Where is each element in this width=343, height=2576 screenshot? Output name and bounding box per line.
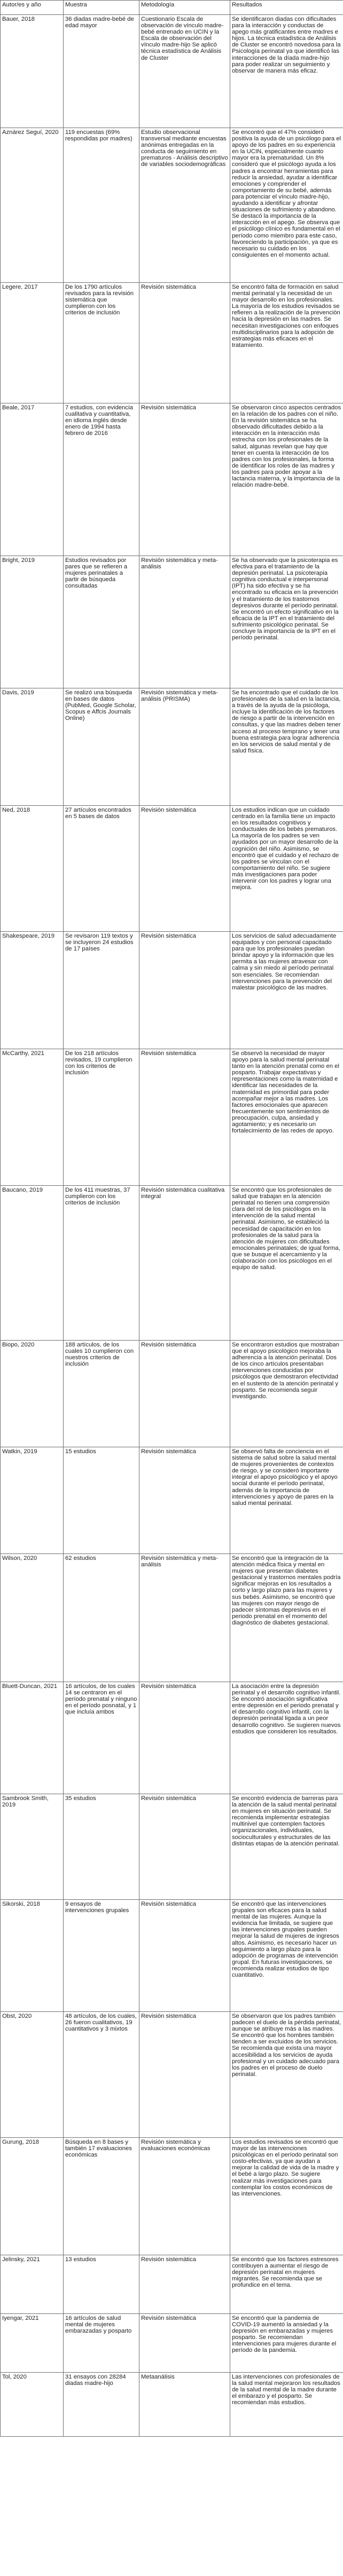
cell-results: Se encontró que los profesionales de salud que trabajan en la atención perinatal no tienen una comprensión clara del rol de los psicólogos en la intervención de la salud mental perinatal. Asimismo, se estableció la necesidad de capacitación en los profesionales de la salud para la atención de mujeres con dificultades emocionales perinatales; de igual forma, que se busque el acercamiento y la colaboración con los psicólogos en el equipo de salud. xyxy=(230,1186,343,1341)
cell-sample: 35 estudios xyxy=(64,1794,139,1900)
cell-methodology: Estudio observacional transversal mediante encuestas anónimas entregadas en la conducta de seguimiento en prematuros - Análisis descriptivo de variables sociodemográficas xyxy=(139,128,230,283)
cell-results: Se encontraron estudios que mostraban que el apoyo psicológico mejoraba la adherencia a la atención perinatal. Dos de los cinco artículos presentaban intervenciones conducidas por psicólogos que demostraron efectividad en el sustento de la atención perinatal y posparto. Se recomienda seguir investigando. xyxy=(230,1341,343,1447)
cell-author: Legere, 2017 xyxy=(1,283,64,403)
table-row xyxy=(1,15,343,128)
cell-author: McCarthy, 2021 xyxy=(1,1049,64,1186)
cell-methodology: Revisión sistemática y meta-análisis xyxy=(139,556,230,688)
table-row xyxy=(1,1682,343,1794)
cell-author: Bright, 2019 xyxy=(1,556,64,688)
cell-results: Los estudios revisados se encontró que mayor de las intervenciones psicológicas en el período perinatal son costo-efectivas, ya que ayudan a mejorar la calidad de vida de la madre y el bebé a largo plazo. Se sugiere realizar más investigaciones para contemplar los costos económicos de las intervenciones. xyxy=(230,2138,343,2255)
cell-results: Los servicios de salud adecuadamente equipados y con personal capacitado para que los profesionales puedan brindar apoyo y la información que les permita a las mujeres atravesar con calma y sin miedo al período perinatal son esenciales. Se recomiendan intervenciones para la prevención del malestar psicológico de las madres. xyxy=(230,932,343,1049)
cell-results: Se encontró que la pandemia de COVID-19 aumentó la ansiedad y la depresión en embarazadas y mujeres posparto. Se recomiendan intervenciones para mujeres durante el período de la pandemia. xyxy=(230,2314,343,2373)
header-author: Autor/es y año xyxy=(1,1,64,15)
table-row xyxy=(1,403,343,556)
cell-methodology: Revisión sistemática xyxy=(139,1682,230,1794)
table-row xyxy=(1,2373,343,2437)
cell-author: Bluett-Duncan, 2021 xyxy=(1,1682,64,1794)
cell-sample: 16 artículos de salud mental de mujeres embarazadas y posparto xyxy=(64,2314,139,2373)
cell-author: Wilson, 2020 xyxy=(1,1554,64,1682)
cell-methodology: Revisión sistemática xyxy=(139,1341,230,1447)
cell-methodology: Revisión sistemática xyxy=(139,932,230,1049)
cell-sample: Búsqueda en 8 bases y también 17 evaluaciones económicas xyxy=(64,2138,139,2255)
cell-author: Sikorski, 2018 xyxy=(1,1900,64,2012)
cell-methodology: Revisión sistemática xyxy=(139,1049,230,1186)
cell-results: Se encontró que la integración de la atención médica física y mental en mujeres que presentan diabetes gestacional y trastornos mentales podría significar mejoras en los resultados a corto y largo plazo para las mujeres y sus bebés. Asimismo, se encontró que las mujeres con mayor riesgo de padecer síntomas depresivos en el periodo prenatal en el momento del diagnóstico de diabetes gestacional. xyxy=(230,1554,343,1682)
cell-results: Los estudios indican que un cuidado centrado en la familia tiene un impacto en los resultados cognitivos y conductuales de los bebés prematuros. La mayoría de los padres se ven ayudados por un mayor desarrollo de la cognición del niño. Asimismo, se encontró que el cuidado y el rechazo de los padres se vinculan con el comportamiento del niño. Se sugiere más investigaciones para poder intervenir con los padres y lograr una mejora. xyxy=(230,806,343,932)
cell-results: Se observaron que los padres también padecen el duelo de la pérdida perinatal, aunque se atribuye más a las madres. Se encontró que los hombres también tienden a ser excluidos de los servicios. Se recomienda que exista una mayor accesibilidad a los servicios de ayuda profesional y un cuidado adecuado para los padres en el proceso de duelo perinatal. xyxy=(230,2012,343,2138)
cell-author: Shakespeare, 2019 xyxy=(1,932,64,1049)
table-row xyxy=(1,932,343,1049)
cell-author: Jelinsky, 2021 xyxy=(1,2255,64,2314)
cell-sample: De los 218 artículos revisados, 19 cumplieron con los criterios de inclusión xyxy=(64,1049,139,1186)
cell-methodology: Revisión sistemática xyxy=(139,403,230,556)
cell-sample: 16 artículos, de los cuales 14 se centraron en el período prenatal y ninguno en el período posnatal, y 1 que incluía ambos xyxy=(64,1682,139,1794)
cell-author: Bauer, 2018 xyxy=(1,15,64,128)
table-row xyxy=(1,1794,343,1900)
header-results: Resultados xyxy=(230,1,343,15)
cell-methodology: Revisión sistemática y meta-análisis xyxy=(139,1554,230,1682)
table-row xyxy=(1,2138,343,2255)
cell-results: Se encontró falta de formación en salud mental perinatal y la necesidad de un mayor desarrollo en los profesionales. La mayoría de los estudios revisados se refieren a la realización de la prevención hacia la depresión en las madres. Se necesitan investigaciones con enfoques multidisciplinarios para la adopción de estrategias más eficaces en el tratamiento. xyxy=(230,283,343,403)
cell-methodology: Revisión sistemática xyxy=(139,2314,230,2373)
cell-methodology: Revisión sistemática y meta-análisis (PRISMA) xyxy=(139,688,230,806)
cell-sample: 62 estudios xyxy=(64,1554,139,1682)
header-row xyxy=(1,1,343,15)
cell-results: Se ha observado que la psicoterapia es efectiva para el tratamiento de la depresión perinatal. La psicoterapia cognitiva conductual e interpersonal (IPT) ha sido efectiva y se ha encontrado su eficacia en la prevención y el tratamiento de los trastornos depresivos durante el período perinatal. Se encontró un efecto significativo en la eficacia de la IPT en el tratamiento del sufrimiento psicológico perinatal. Se concluye la importancia de la IPT en el período perinatal. xyxy=(230,556,343,688)
cell-author: Watkin, 2019 xyxy=(1,1447,64,1554)
cell-author: Beale, 2017 xyxy=(1,403,64,556)
cell-results: Se encontró que el 47% consideró positiva la ayuda de un psicólogo para el apoyo de los padres en su experiencia en la UCIN, especialmente cuanto mayor era la prematuridad. Un 8% consideró que el psicólogo ayuda a los padres a encontrar herramientas para reducir la ansiedad, ayudar a identificar emociones y comprender el comportamiento de su bebé, además para potenciar el vínculo madre-hijo, ayudando a identificar y afrontar situaciones de sufrimiento y abandono. Se destacó la importancia de la interacción en el apego. Se observa que el psicólogo clínico es fundamental en el período como miembro para este caso, favoreciendo la participación, ya que es necesario su cuidado en los consiguientes en el momento actual. xyxy=(230,128,343,283)
table-row xyxy=(1,128,343,283)
cell-author: Ned, 2018 xyxy=(1,806,64,932)
table-row xyxy=(1,2012,343,2138)
cell-author: Tol, 2020 xyxy=(1,2373,64,2437)
header-methodology: Metodología xyxy=(139,1,230,15)
cell-methodology: Revisión sistemática xyxy=(139,2012,230,2138)
table-row xyxy=(1,1341,343,1447)
cell-methodology: Revisión sistemática xyxy=(139,1447,230,1554)
table-row xyxy=(1,806,343,932)
cell-sample: 188 artículos, de los cuales 10 cumplieron con nuestros criterios de inclusión xyxy=(64,1341,139,1447)
table-row xyxy=(1,1447,343,1554)
cell-methodology: Metaanálisis xyxy=(139,2373,230,2437)
cell-sample: 31 ensayos con 28284 diadas madre-hijo xyxy=(64,2373,139,2437)
cell-sample: 15 estudios xyxy=(64,1447,139,1554)
cell-results: Se observaron cinco aspectos centrados en la relación de los padres con el niño. En la revisión sistemática se ha observado dificultades debido a la interacción en la interacción más estrecha con los profesionales de la salud, algunas revelan que hay que tener en cuenta la interacción de los padres con los profesionales, la forma de identificar los roles de las madres y los padres para poder apoyar a la lactancia materna, y la importancia de la relación madre-bebé. xyxy=(230,403,343,556)
cell-methodology: Revisión sistemática xyxy=(139,1900,230,2012)
cell-methodology: Revisión sistemática xyxy=(139,2255,230,2314)
table-row xyxy=(1,556,343,688)
cell-sample: 27 artículos encontrados en 5 bases de datos xyxy=(64,806,139,932)
table-row xyxy=(1,688,343,806)
cell-results: Las intervenciones con profesionales de la salud mental mejoraron los resultados de la salud mental de la madre durante el embarazo y el posparto. Se recomiendan más estudios. xyxy=(230,2373,343,2437)
cell-methodology: Cuestionario Escala de observación de vínculo madre-bebé entrenado en UCIN y la Escala de observación del vínculo madre-hijo Se aplicó técnica estadística de Análisis de Cluster xyxy=(139,15,230,128)
cell-sample: Estudios revisados por pares que se refieren a mujeres perinatales a partir de búsqueda consultadas xyxy=(64,556,139,688)
cell-results: Se ha encontrado que el cuidado de los profesionales de la salud en la lactancia, a través de la ayuda de la psicóloga, incluye la identificación de los factores de riesgo a partir de la intervención en consultas, y que las madres deben tener acceso al proceso temprano y tener una buena estrategia para lograr adherencia en los servicios de salud mental y de salud física. xyxy=(230,688,343,806)
table-row xyxy=(1,1186,343,1341)
cell-sample: De los 1790 artículos revisados para la revisión sistemática que cumplieron con los criterios de inclusión xyxy=(64,283,139,403)
cell-sample: 7 estudios, con evidencia cualitativa y cuantitativa, en idioma inglés desde enero de 1994 hasta febrero de 2016 xyxy=(64,403,139,556)
cell-sample: 119 encuestas (69% respondidas por madres) xyxy=(64,128,139,283)
cell-sample: 36 diadas madre-bebé de edad mayor xyxy=(64,15,139,128)
cell-author: Baucano, 2019 xyxy=(1,1186,64,1341)
cell-sample: 13 estudios xyxy=(64,2255,139,2314)
cell-author: Davis, 2019 xyxy=(1,688,64,806)
cell-results: Se encontró que los factores estresores contribuyen a aumentar el riesgo de depresión perinatal en mujeres migrantes. Se recomienda que se profundice en el tema. xyxy=(230,2255,343,2314)
cell-results: Se observó la necesidad de mayor apoyo para la salud mental perinatal tanto en la atención prenatal como en el posparto. Trabajar expectativas y representaciones como la maternidad e identificar las necesidades de la maternidad es primordial para poder acompañar mejor a las madres. Los factores emocionales que aparecen frecuentemente son sentimientos de preocupación, culpa, ansiedad y agotamiento; y es necesario un fortalecimiento de las redes de apoyo. xyxy=(230,1049,343,1186)
cell-sample: Se realizó una búsqueda en bases de datos (PubMed, Google Scholar, Scopus e Affcis Journals Online) xyxy=(64,688,139,806)
table-row xyxy=(1,283,343,403)
table-row xyxy=(1,1554,343,1682)
cell-sample: 9 ensayos de intervenciones grupales xyxy=(64,1900,139,2012)
cell-results: Se observó falta de conciencia en el sistema de salud sobre la salud mental de mujeres provenientes de contextos de riesgo, y se consideró importante integrar el apoyo psicológico y el apoyo social durante el período perinatal, además de la importancia de intervenciones y apoyo de pares en la salud mental perinatal. xyxy=(230,1447,343,1554)
cell-methodology: Revisión sistemática y evaluaciones económicas xyxy=(139,2138,230,2255)
cell-results: Se identificaron diadas con dificultades para la interacción y conductas de apego más gratificantes entre madres e hijos. La técnica estadística de Análisis de Cluster se encontró novedosa para la Psicología perinatal ya que identificó las interacciones de la díada madre-hijo para poder realizar un seguimiento y observar de manera más eficaz. xyxy=(230,15,343,128)
cell-sample: De los 411 muestras, 37 cumplieron con los criterios de inclusión xyxy=(64,1186,139,1341)
header-sample: Muestra xyxy=(64,1,139,15)
cell-sample: 48 artículos, de los cuales, 26 fueron cualitativos, 19 cuantitativos y 3 mixtos xyxy=(64,2012,139,2138)
table-row xyxy=(1,1900,343,2012)
cell-results: Se encontró que las intervenciones grupales son eficaces para la salud mental de las mujeres. Aunque la evidencia fue limitada, se sugiere que las intervenciones grupales pueden mejorar la salud de mujeres de ingresos altos. Asimismo, es necesario hacer un seguimiento a largo plazo para la adopción de programas de intervención grupal. En futuras investigaciones, se recomienda realizar estudios de tipo cuantitativo. xyxy=(230,1900,343,2012)
cell-sample: Se revisaron 119 textos y se incluyeron 24 estudios de 17 países xyxy=(64,932,139,1049)
table-row xyxy=(1,2255,343,2314)
cell-methodology: Revisión sistemática cualitativa integral xyxy=(139,1186,230,1341)
cell-author: Biopo, 2020 xyxy=(1,1341,64,1447)
cell-author: Gurung, 2018 xyxy=(1,2138,64,2255)
cell-methodology: Revisión sistemática xyxy=(139,283,230,403)
cell-methodology: Revisión sistemática xyxy=(139,806,230,932)
cell-results: La asociación entre la depresión perinatal y el desarrollo cognitivo infantil. Se encontró asociación significativa entre depresión en el periodo prenatal y el desarrollo cognitivo infantil, con la depresión perinatal ligada a un peor desarrollo cognitivo. Se sugieren nuevos estudios que consideren los resultados. xyxy=(230,1682,343,1794)
cell-methodology: Revisión sistemática xyxy=(139,1794,230,1900)
cell-author: Iyengar, 2021 xyxy=(1,2314,64,2373)
cell-author: Aznárez Seguí, 2020 xyxy=(1,128,64,283)
cell-author: Sambrook Smith, 2019 xyxy=(1,1794,64,1900)
cell-results: Se encontró evidencia de barreras para la atención de la salud mental perinatal en mujeres en situación perinatal. Se recomienda implementar estrategias multinivel que contemplen factores organizacionales, individuales, socioculturales y estructurales de las distintas etapas de la atención perinatal. xyxy=(230,1794,343,1900)
table-row xyxy=(1,2314,343,2373)
table-row xyxy=(1,1049,343,1186)
cell-author: Obst, 2020 xyxy=(1,2012,64,2138)
